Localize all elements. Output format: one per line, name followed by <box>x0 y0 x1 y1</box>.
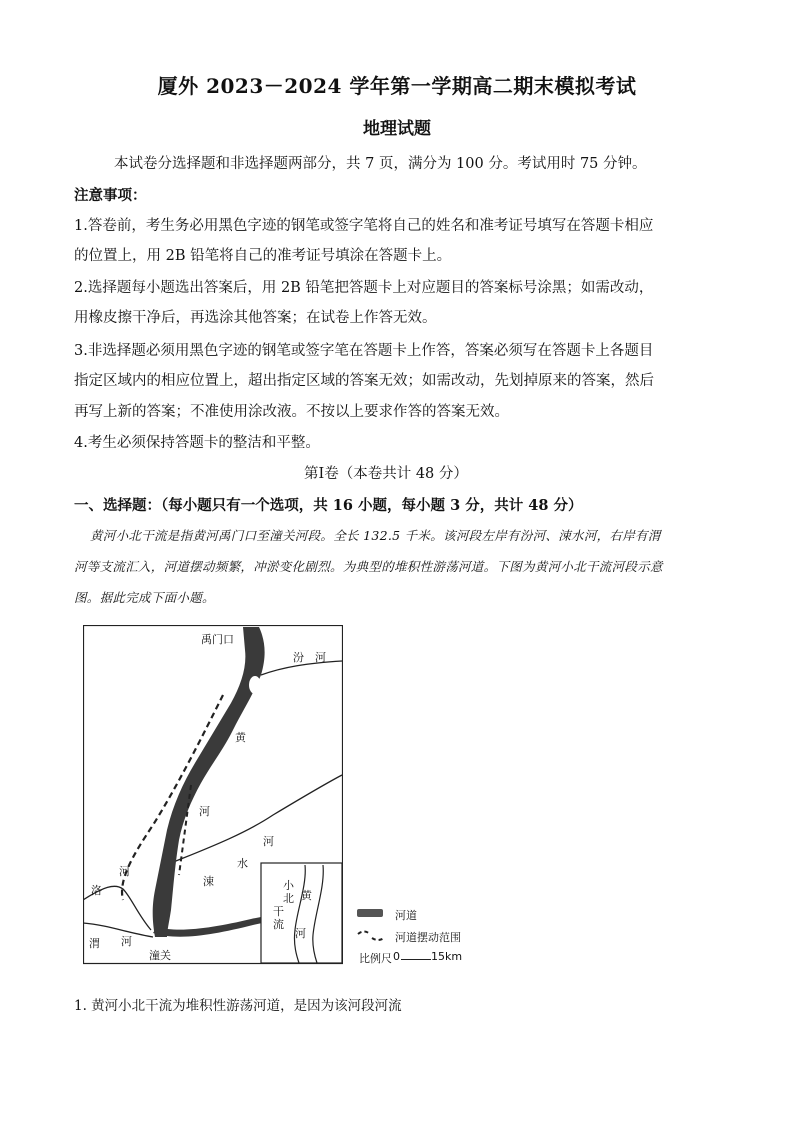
scale-bar <box>401 959 431 960</box>
scale-label: 比例尺 <box>359 952 392 965</box>
section-title: 第Ⅰ卷（本卷共计 48 分） <box>304 466 468 482</box>
label-inset: 小 <box>283 879 294 892</box>
legend-channel-swatch <box>357 909 383 917</box>
notice-line: 2.选择题每小题选出答案后，用 2B 铅笔把答题卡上对应题目的答案标号涂黑；如需改动， <box>74 280 654 296</box>
label-yumenkou: 禹门口 <box>201 633 234 646</box>
notice-line: 指定区域内的相应位置上，超出指定区域的答案无效；如需改动，先划掉原来的答案，然后 <box>74 373 654 389</box>
label-he: 河 <box>315 651 326 664</box>
question-1: 1. 黄河小北干流为堆积性游荡河道，是因为该河段河流 <box>74 998 402 1014</box>
label-inset-huang: 黄 <box>301 889 312 902</box>
label-he: 河 <box>199 805 210 818</box>
notice-line: 的位置上，用 2B 铅笔将自己的准考证号填涂在答题卡上。 <box>74 248 452 264</box>
exam-title: 厦外 2023－2024 学年第一学期高二期末模拟考试 <box>157 74 637 98</box>
label-he: 河 <box>121 935 132 948</box>
label-fen: 汾 <box>293 651 304 664</box>
notice-line: 3.非选择题必须用黑色字迹的钢笔或签字笔在答题卡上作答，答案必须写在答题卡上各题目 <box>74 343 654 359</box>
label-inset: 流 <box>273 918 284 931</box>
legend-swing-label: 河道摆动范围 <box>395 931 461 944</box>
label-he: 河 <box>119 865 130 878</box>
notice-line: 用橡皮擦干净后，再选涂其他答案；在试卷上作答无效。 <box>74 310 437 326</box>
notice-line: 4.考生必须保持答题卡的整洁和平整。 <box>74 435 320 451</box>
scale-end: 15km <box>431 950 463 963</box>
label-su: 涑 <box>203 875 214 888</box>
river-map-svg <box>83 625 343 965</box>
notice-line: 1.答卷前，考生务必用黑色字迹的钢笔或签字笔将自己的姓名和准考证号填写在答题卡相应 <box>74 218 654 234</box>
label-huang: 黄 <box>235 731 246 744</box>
part-heading: 一、选择题：（每小题只有一个选项，共 16 小题，每小题 3 分，共计 48 分） <box>74 497 583 514</box>
map-legend <box>355 906 515 966</box>
intro-text: 本试卷分选择题和非选择题两部分，共 7 页，满分为 100 分。考试用时 75 分钟。 <box>114 156 647 172</box>
label-inset: 北 <box>283 892 294 905</box>
passage-line: 黄河小北干流是指黄河禹门口至潼关河段。全长 132.5 千米。该河段左岸有汾河、涑水河，右岸有渭 <box>90 528 661 543</box>
label-luo: 洛 <box>91 884 102 897</box>
notice-line: 再写上新的答案；不准使用涂改液。不按以上要求作答的答案无效。 <box>74 404 509 420</box>
river-map <box>83 625 343 965</box>
notice-heading: 注意事项： <box>74 187 147 204</box>
river-island <box>249 676 261 694</box>
label-inset: 干 <box>273 905 284 918</box>
subject-title: 地理试题 <box>363 119 431 139</box>
scale-zero: 0 <box>393 950 400 963</box>
passage-line: 河等支流汇入，河道摆动频繁，冲淤变化剧烈。为典型的堆积性游荡河道。下图为黄河小北干流河段示意 <box>74 559 663 574</box>
label-shui: 水 <box>237 857 248 870</box>
label-he: 河 <box>263 835 274 848</box>
legend-swing-swatch <box>358 932 370 935</box>
label-inset-he: 河 <box>295 927 306 940</box>
legend-channel-label: 河道 <box>395 909 417 922</box>
passage-line: 图。据此完成下面小题。 <box>74 590 215 605</box>
label-wei: 渭 <box>89 937 100 950</box>
label-tongguan: 潼关 <box>149 949 171 962</box>
